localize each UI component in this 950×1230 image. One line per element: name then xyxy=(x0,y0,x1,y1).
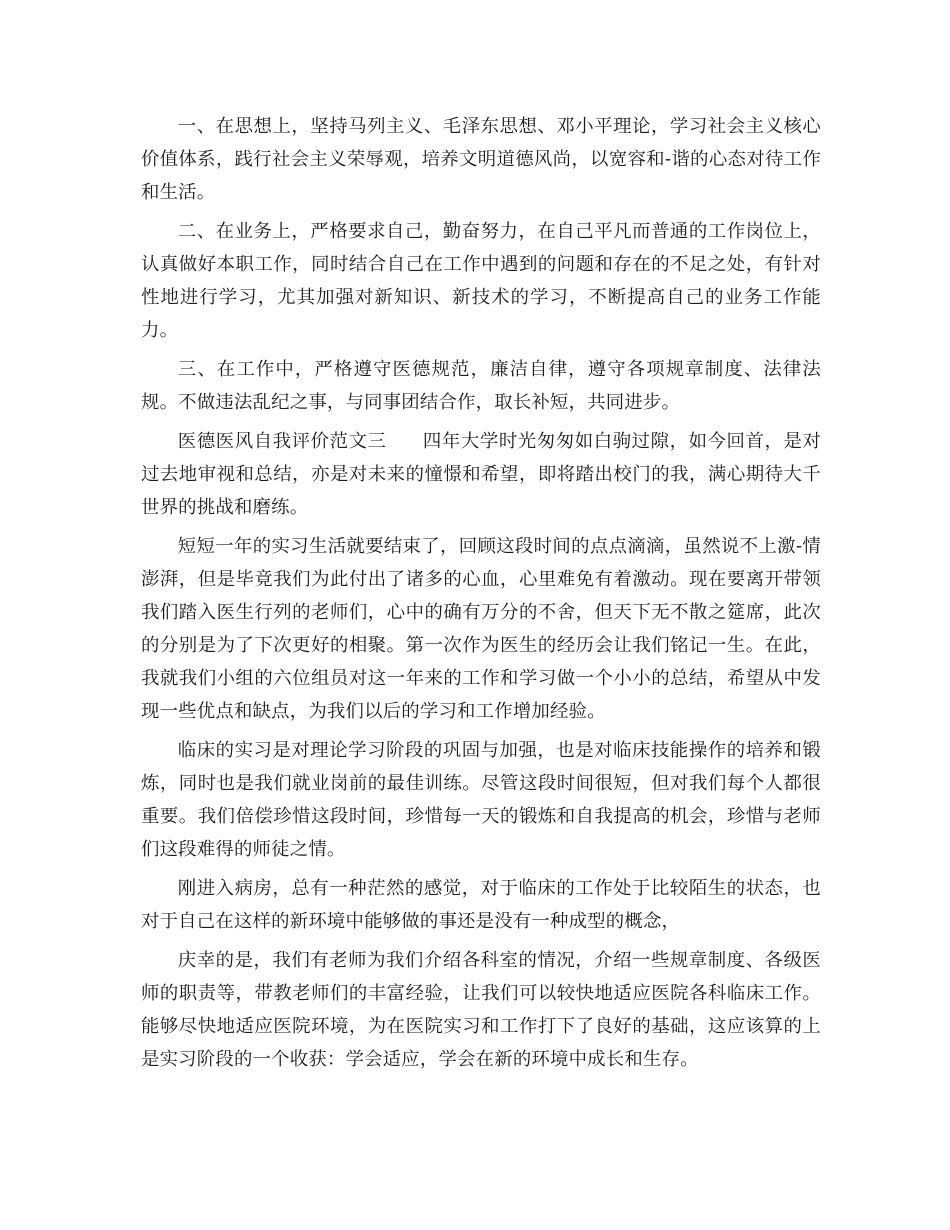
section-heading: 医德医风自我评价范文三 xyxy=(177,431,387,452)
paragraph-internship-end: 短短一年的实习生活就要结束了，回顾这段时间的点点滴滴，虽然说不上激-情澎湃，但是毕竟我们为此付出了诸多的心血，心里难免有着激动。现在要离开带领我们踏入医生行列的老师们，心中的确有万分的不舍，但天下无不散之筵席，此次的分别是为了下次更好的相聚。第一次作为医生的经历会让我们铭记一生。在此，我就我们小组的六位组员对这一年来的工作和学习做一个小小的总结，希望从中发现一些优点和缺点，为我们以后的学习和工作增加经验。 xyxy=(141,536,821,722)
sample-three-text: 四年大学时光匆匆如白驹过隙，如今回首，是对过去地审视和总结，亦是对未来的憧憬和希望，即将踏出校门的我，满心期待大千世界的挑战和磨练。 xyxy=(141,431,822,518)
paragraph-work: 三、在工作中，严格遵守医德规范，廉洁自律，遵守各项规章制度、法律法规。不做违法乱纪之事，与同事团结合作，取长补短，共同进步。 xyxy=(141,359,821,413)
paragraph-ideology: 一、在思想上，坚持马列主义、毛泽东思想、邓小平理论，学习社会主义核心价值体系，践行社会主义荣辱观，培养文明道德风尚，以宽容和-谐的心态对待工作和生活。 xyxy=(141,116,821,203)
paragraph-business: 二、在业务上，严格要求自己，勤奋努力，在自己平凡而普通的工作岗位上，认真做好本职工作，同时结合自己在工作中遇到的问题和存在的不足之处，有针对性地进行学习，尤其加强对新知识、新技术的学习，不断提高自己的业务工作能力。 xyxy=(141,221,821,341)
paragraph-clinical-practice: 临床的实习是对理论学习阶段的巩固与加强，也是对临床技能操作的培养和锻炼，同时也是我们就业岗前的最佳训练。尽管这段时间很短，但对我们每个人都很重要。我们倍偿珍惜这段时间，珍惜每一天的锻炼和自我提高的机会，珍惜与老师们这段难得的师徒之情。 xyxy=(141,740,821,860)
paragraph-entering-ward: 刚进入病房，总有一种茫然的感觉，对于临床的工作处于比较陌生的状态，也对于自己在这样的新环境中能够做的事还是没有一种成型的概念， xyxy=(141,878,821,932)
paragraph-fortunate: 庆幸的是，我们有老师为我们介绍各科室的情况，介绍一些规章制度、各级医师的职责等，带教老师们的丰富经验，让我们可以较快地适应医院各科临床工作。能够尽快地适应医院环境，为在医院实习和工作打下了良好的基础，这应该算的上是实习阶段的一个收获：学会适应，学会在新的环境中成长和生存。 xyxy=(141,950,821,1070)
document-body xyxy=(141,110,821,1082)
paragraph-sample-three xyxy=(141,425,821,524)
